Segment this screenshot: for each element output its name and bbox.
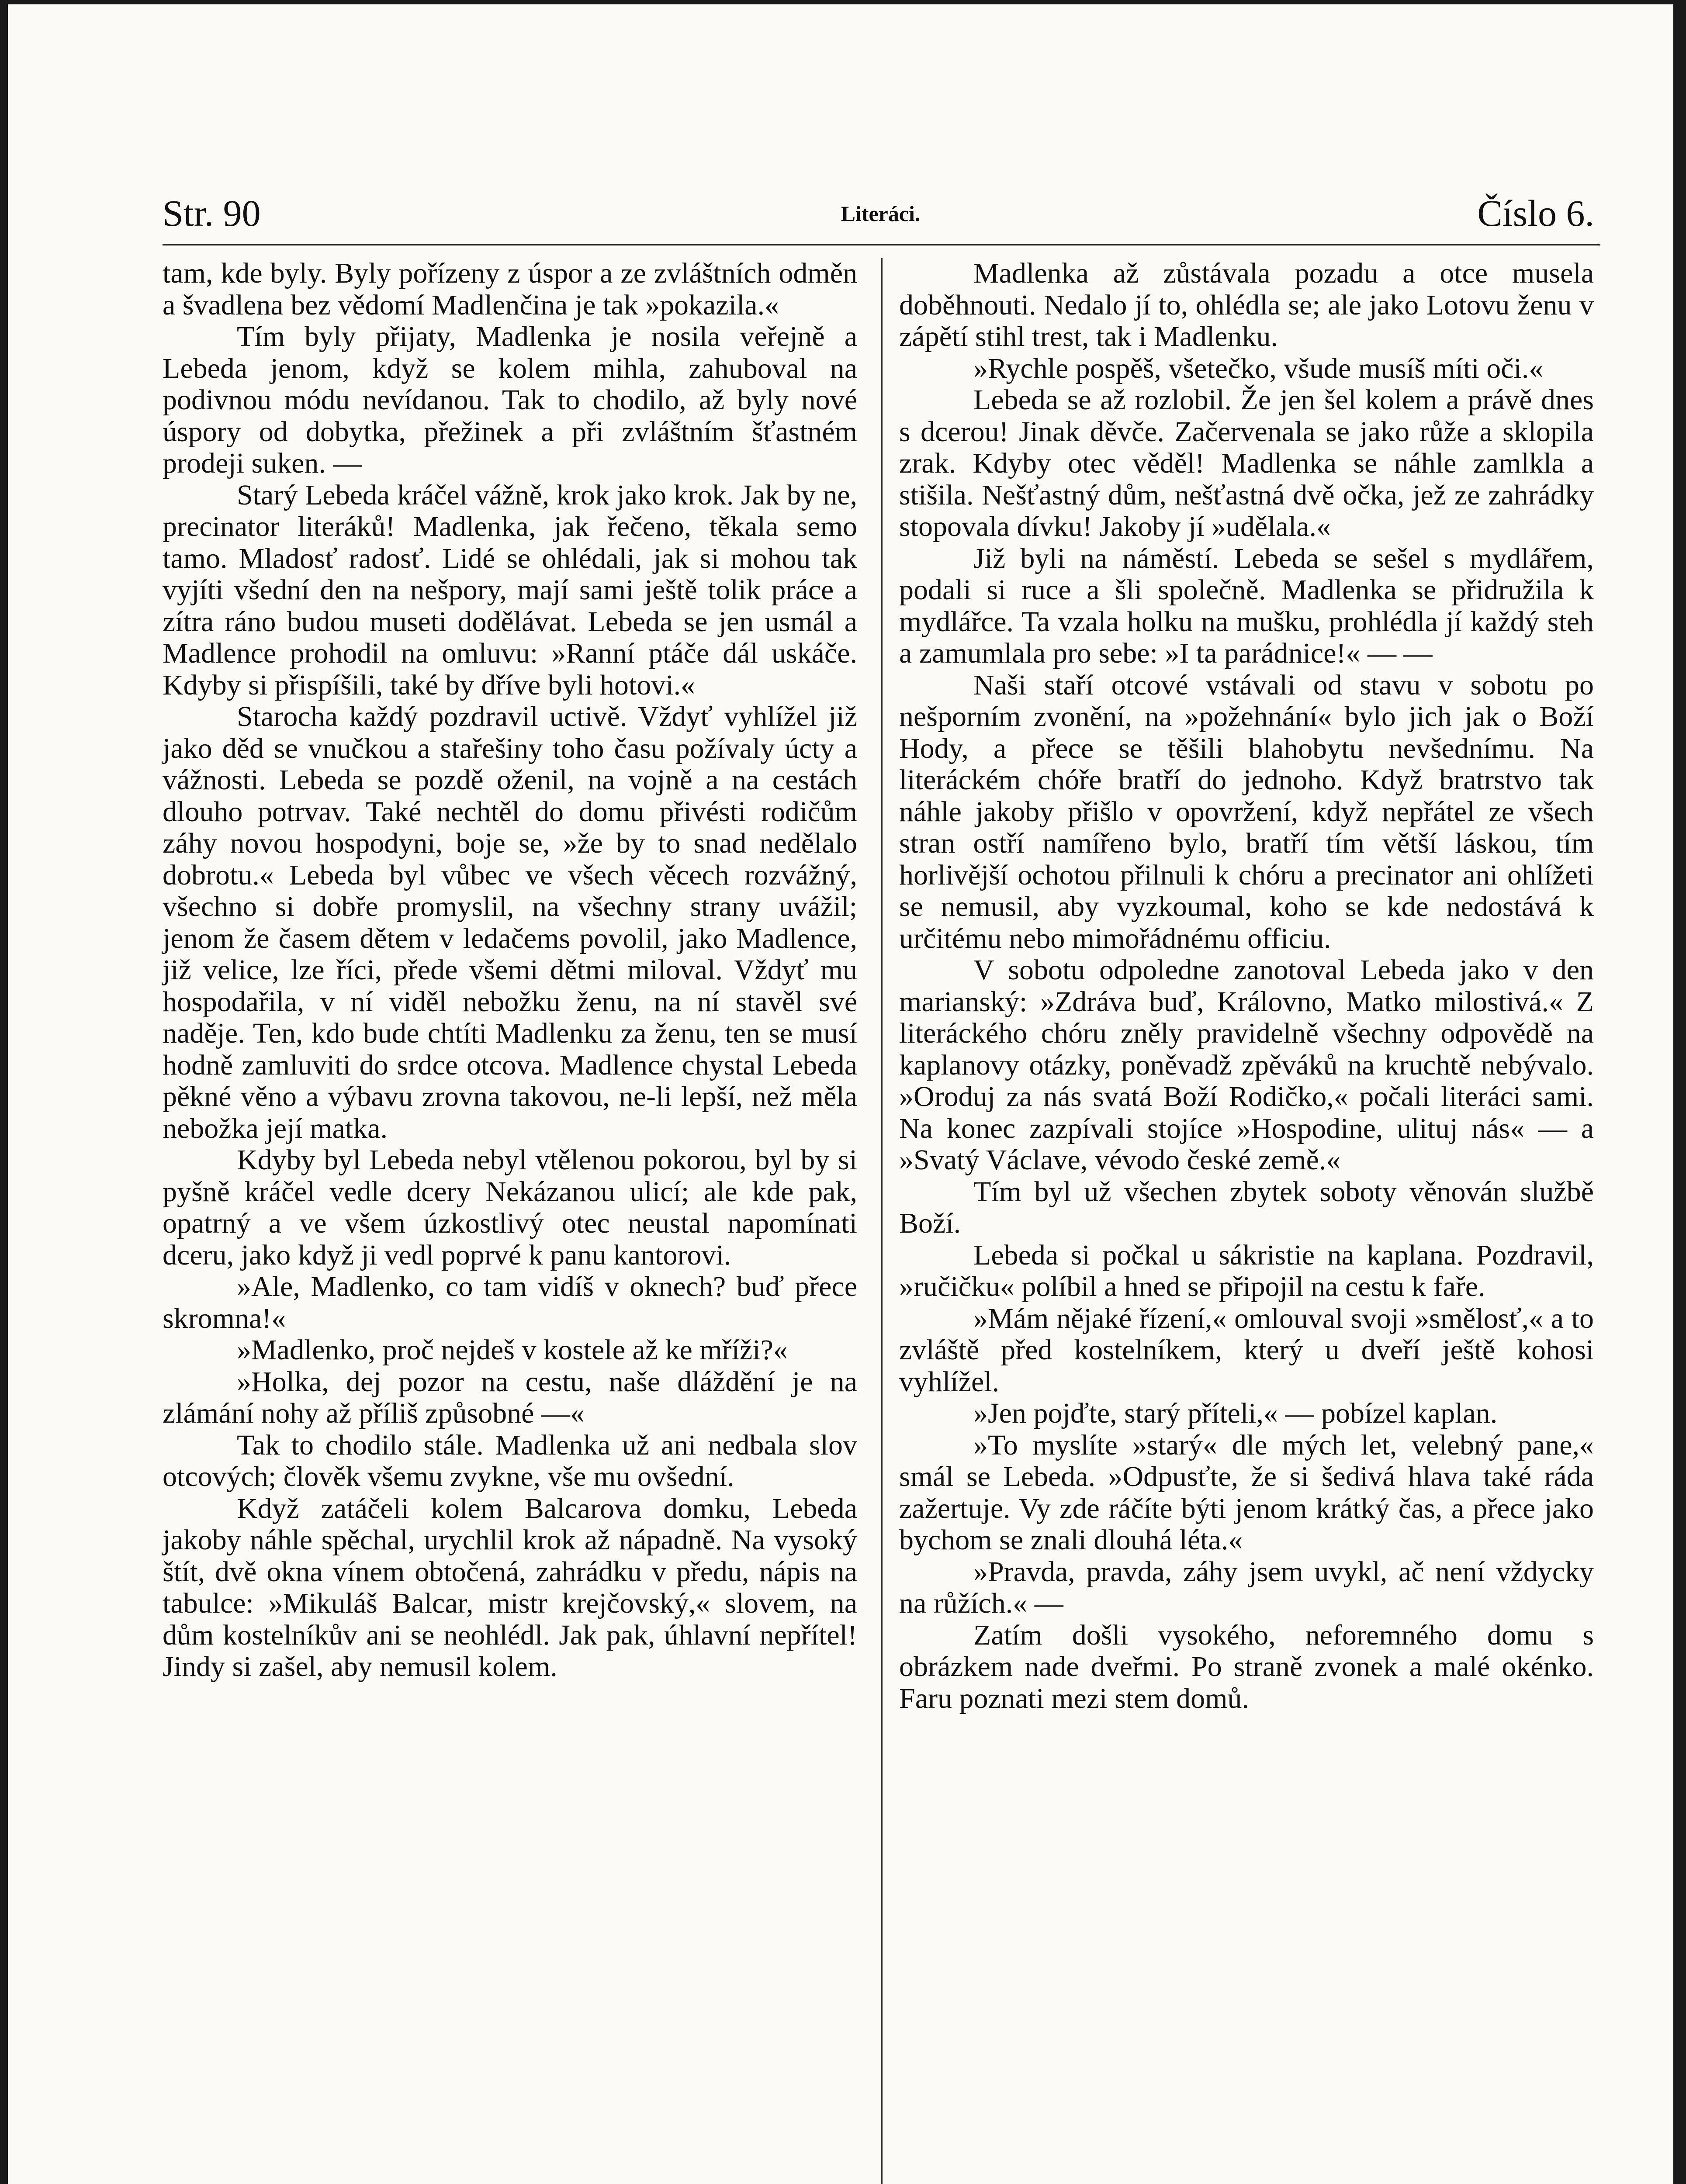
left-column (163, 258, 857, 1683)
paragraph: Když zatáčeli kolem Balcarova domku, Lebeda jakoby náhle spěchal, urychlil krok až nápadně. Na vysoký štít, dvě okna vínem obtočená, zahrádku v předu, nápis na tabulce: »Mikuláš Balcar, mistr krejčovský,« slovem, na dům kostelníkův ani se neohlédl. Jak pak, úhlavní nepřítel! Jindy si zašel, aby nemusil kolem. (163, 1492, 857, 1683)
paragraph: Zatím došli vysokého, neforemného domu s obrázkem nade dveřmi. Po straně zvonek a malé okénko. Faru poznati mezi stem domů. (899, 1619, 1594, 1714)
paragraph: Naši staří otcové vstávali od stavu v sobotu po nešporním zvonění, na »požehnání« bylo jich jak o Boží Hody, a přece se těšili blahobytu nevšednímu. Na literáckém chóře bratří do jednoho. Když bratrstvo tak náhle jakoby přišlo v opovržení, když nepřátel ze všech stran ostří namířeno bylo, bratří tím větší láskou, tím horlivější ochotou přilnuli k chóru a precinator ani ohlížeti se nemusil, aby vyzkoumal, koho se kde nedostává k určitému nebo mimořádnému officiu. (899, 669, 1594, 954)
paragraph: tam, kde byly. Byly pořízeny z úspor a ze zvláštních odměn a švadlena bez vědomí Madlenčina je tak »pokazila.« (163, 257, 857, 321)
running-title: Literáci. (841, 201, 921, 226)
paragraph: Již byli na náměstí. Lebeda se sešel s mydlářem, podali si ruce a šli společně. Madlenka se přidružila k mydlářce. Ta vzala holku na mušku, prohlédla jí každý steh a zamumlala pro sebe: »I ta parádnice!« — — (899, 542, 1594, 669)
issue-number: Číslo 6. (1477, 192, 1594, 234)
paragraph: »Pravda, pravda, záhy jsem uvykl, ač není vždycky na růžích.« — (899, 1555, 1594, 1619)
paragraph: »Mám nějaké řízení,« omlouval svoji »smělosť,« a to zvláště před kostelníkem, který u dveří ještě kohosi vyhlížel. (899, 1302, 1594, 1398)
column-divider (881, 258, 883, 2184)
right-column (899, 258, 1594, 1714)
page-number: Str. 90 (163, 192, 261, 234)
running-header (163, 191, 1599, 244)
paragraph: Lebeda si počkal u sákristie na kaplana. Pozdravil, »ručičku« políbil a hned se připojil na cestu k faře. (899, 1239, 1594, 1303)
paragraph: »Rychle pospěš, všetečko, všude musíš míti oči.« (973, 352, 1544, 384)
paragraph: Tím byly přijaty, Madlenka je nosila veřejně a Lebeda jenom, když se kolem mihla, zahuboval na podivnou módu nevídanou. Tak to chodilo, až byly nové úspory od dobytka, přežinek a při zvláštním šťastném prodeji suken. — (163, 321, 857, 479)
paragraph: Tím byl už všechen zbytek soboty věnován službě Boží. (899, 1175, 1594, 1239)
paragraph: Starocha každý pozdravil uctivě. Vždyť vyhlížel již jako děd se vnučkou a stařešiny toho času požívaly úcty a vážnosti. Lebeda se pozdě oženil, na vojně a na cestách dlouho potrvav. Také nechtěl do domu přivésti rodičům záhy novou hospodyni, boje se, »že by to snad nedělalo dobrotu.« Lebeda byl vůbec ve všech věcech rozvážný, všechno si dobře promyslil, na všechny strany uvážil; jenom že časem dětem v ledačems povolil, jako Madlence, již velice, lze říci, přede všemi dětmi miloval. Vždyť mu hospodařila, v ní viděl nebožku ženu, na ní stavěl své naděje. Ten, kdo bude chtíti Madlenku za ženu, ten se musí hodně zamluviti do srdce otcova. Madlence chystal Lebeda pěkné věno a výbavu zrovna takovou, ne-li lepší, než měla nebožka její matka. (163, 701, 857, 1144)
header-rule (163, 244, 1600, 245)
paragraph: »Jen pojďte, starý příteli,« — pobízel kaplan. (973, 1397, 1498, 1429)
paragraph: Tak to chodilo stále. Madlenka už ani nedbala slov otcových; člověk všemu zvykne, vše mu ovšední. (163, 1429, 857, 1493)
paragraph: »To myslíte »starý« dle mých let, velebný pane,« smál se Lebeda. »Odpusťte, že si šedivá hlava také ráda zažertuje. Vy zde ráčíte býti jenom krátký čas, a přece jako bychom se znali dlouhá léta.« (899, 1429, 1594, 1556)
paragraph: »Madlenko, proč nejdeš v kostele až ke mříži?« (237, 1334, 788, 1366)
paragraph: Madlenka až zůstávala pozadu a otce musela doběhnouti. Nedalo jí to, ohlédla se; ale jako Lotovu ženu v zápětí stihl trest, tak i Madlenku. (899, 257, 1594, 352)
paragraph: »Ale, Madlenko, co tam vidíš v oknech? buď přece skromna!« (163, 1271, 857, 1334)
paragraph: Starý Lebeda kráčel vážně, krok jako krok. Jak by ne, precinator literáků! Madlenka, jak řečeno, těkala semo tamo. Mladosť radosť. Lidé se ohlédali, jak si mohou tak vyjíti všední den na nešpory, mají sami ještě tolik práce a zítra ráno budou museti dodělávat. Lebeda se jen usmál a Madlence prohodil na omluvu: »Ranní ptáče dál uskáče. Kdyby si přispíšili, také by dříve byli hotovi.« (163, 479, 857, 701)
paragraph: Kdyby byl Lebeda nebyl vtělenou pokorou, byl by si pyšně kráčel vedle dcery Nekázanou ulicí; ale kde pak, opatrný a ve všem úzkostlivý otec neustal napomínati dceru, jako když ji vedl poprvé k panu kantorovi. (163, 1144, 857, 1271)
paragraph: Lebeda se až rozlobil. Že jen šel kolem a právě dnes s dcerou! Jinak děvče. Začervenala se jako růže a sklopila zrak. Kdyby otec věděl! Madlenka se náhle zamlkla a stišila. Nešťastný dům, nešťastná dvě očka, jež ze zahrádky stopovala dívku! Jakoby jí »udělala.« (899, 384, 1594, 543)
paragraph: V sobotu odpoledne zanotoval Lebeda jako v den marianský: »Zdráva buď, Královno, Matko milostivá.« Z literáckého chóru zněly pravidelně všechny odpovědě na kaplanovy otázky, poněvadž zpěváků na kruchtě nebývalo. »Oroduj za nás svatá Boží Rodičko,« počali literáci sami. Na konec zazpívali stojíce »Hospodine, ulituj nás« — a »Svatý Václave, vévodo české země.« (899, 954, 1594, 1176)
paragraph: »Holka, dej pozor na cestu, naše dláždění je na zlámání nohy až příliš způsobné —« (163, 1365, 857, 1429)
